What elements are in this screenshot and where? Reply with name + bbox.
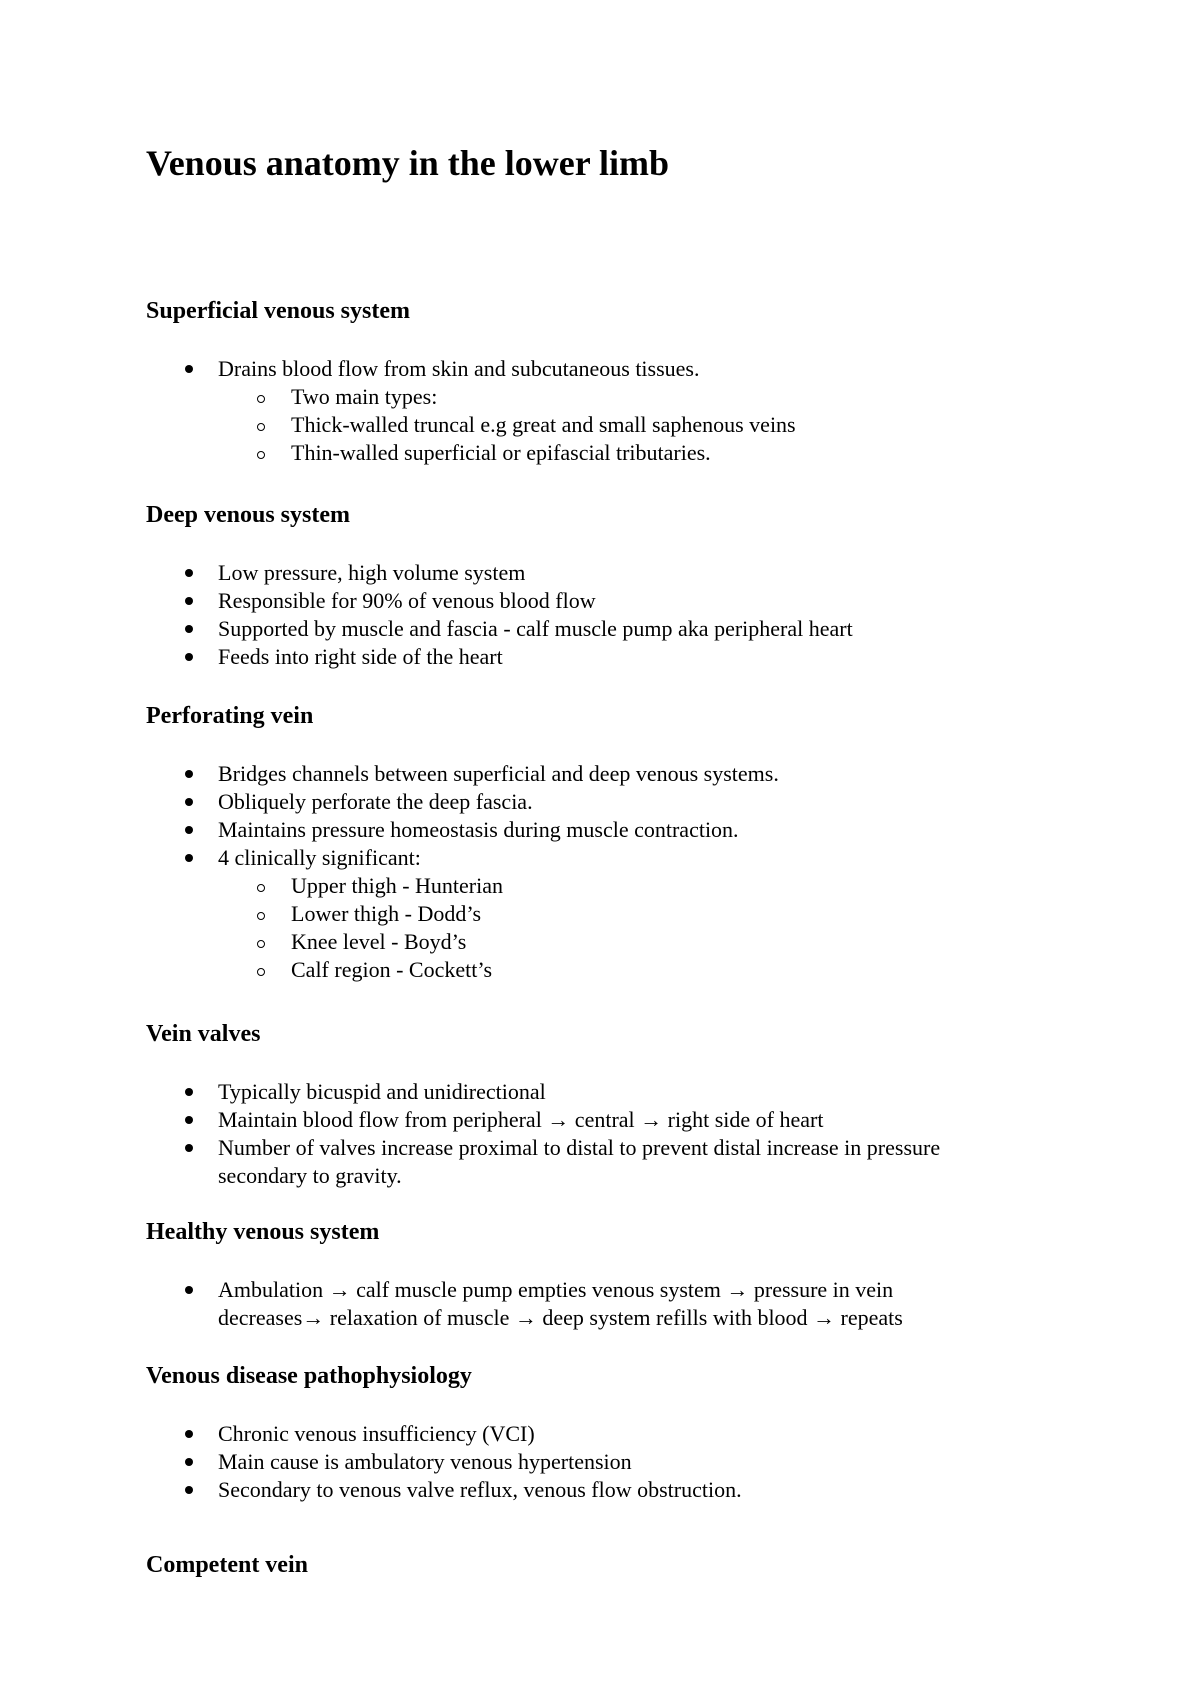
list-item: decreases→ relaxation of muscle → deep system refills with blood → repeats <box>218 1305 903 1330</box>
sub-list-item: Upper thigh - Hunterian <box>291 873 503 898</box>
hollow-bullet-icon <box>257 884 265 892</box>
sub-list-item: Thick-walled truncal e.g great and small saphenous veins <box>291 412 796 437</box>
hollow-bullet-icon <box>257 912 265 920</box>
bullet-icon <box>185 1144 193 1152</box>
section-heading: Superficial venous system <box>146 298 410 324</box>
section-heading: Venous disease pathophysiology <box>146 1363 472 1389</box>
bullet-icon <box>185 826 193 834</box>
section-heading: Healthy venous system <box>146 1219 380 1245</box>
bullet-icon <box>185 798 193 806</box>
list-item: Responsible for 90% of venous blood flow <box>218 588 596 613</box>
hollow-bullet-icon <box>257 423 265 431</box>
bullet-icon <box>185 1088 193 1096</box>
hollow-bullet-icon <box>257 940 265 948</box>
bullet-icon <box>185 1286 193 1294</box>
list-item: Supported by muscle and fascia - calf muscle pump aka peripheral heart <box>218 616 853 641</box>
list-item: secondary to gravity. <box>218 1163 402 1188</box>
list-item: Main cause is ambulatory venous hypertension <box>218 1449 632 1474</box>
list-item: Drains blood flow from skin and subcutaneous tissues. <box>218 356 700 381</box>
list-item: Bridges channels between superficial and deep venous systems. <box>218 761 779 786</box>
hollow-bullet-icon <box>257 451 265 459</box>
bullet-icon <box>185 1430 193 1438</box>
list-item: Typically bicuspid and unidirectional <box>218 1079 546 1104</box>
section-heading: Perforating vein <box>146 703 314 729</box>
bullet-icon <box>185 625 193 633</box>
bullet-icon <box>185 770 193 778</box>
list-item: Feeds into right side of the heart <box>218 644 503 669</box>
bullet-icon <box>185 1486 193 1494</box>
bullet-icon <box>185 597 193 605</box>
list-item: Low pressure, high volume system <box>218 560 526 585</box>
list-item: Maintain blood flow from peripheral → central → right side of heart <box>218 1107 824 1132</box>
list-item: Maintains pressure homeostasis during muscle contraction. <box>218 817 739 842</box>
list-item: 4 clinically significant: <box>218 845 421 870</box>
hollow-bullet-icon <box>257 395 265 403</box>
sub-list-item: Calf region - Cockett’s <box>291 957 493 982</box>
document-title: Venous anatomy in the lower limb <box>146 143 670 183</box>
section-heading: Deep venous system <box>146 502 350 528</box>
list-item: Secondary to venous valve reflux, venous flow obstruction. <box>218 1477 742 1502</box>
hollow-bullet-icon <box>257 968 265 976</box>
sub-list-item: Lower thigh - Dodd’s <box>291 901 482 926</box>
list-item: Chronic venous insufficiency (VCI) <box>218 1421 535 1446</box>
sub-list-item: Two main types: <box>291 384 438 409</box>
list-item: Ambulation → calf muscle pump empties venous system → pressure in vein <box>218 1277 894 1302</box>
bullet-icon <box>185 365 193 373</box>
bullet-icon <box>185 1116 193 1124</box>
bullet-icon <box>185 854 193 862</box>
bullet-icon <box>185 569 193 577</box>
section-heading: Competent vein <box>146 1552 308 1578</box>
list-item: Obliquely perforate the deep fascia. <box>218 789 533 814</box>
sub-list-item: Thin-walled superficial or epifascial tributaries. <box>291 440 711 465</box>
bullet-icon <box>185 1458 193 1466</box>
list-item: Number of valves increase proximal to distal to prevent distal increase in pressure <box>218 1135 941 1160</box>
sub-list-item: Knee level - Boyd’s <box>291 929 467 954</box>
section-heading: Vein valves <box>146 1021 261 1047</box>
bullet-icon <box>185 653 193 661</box>
